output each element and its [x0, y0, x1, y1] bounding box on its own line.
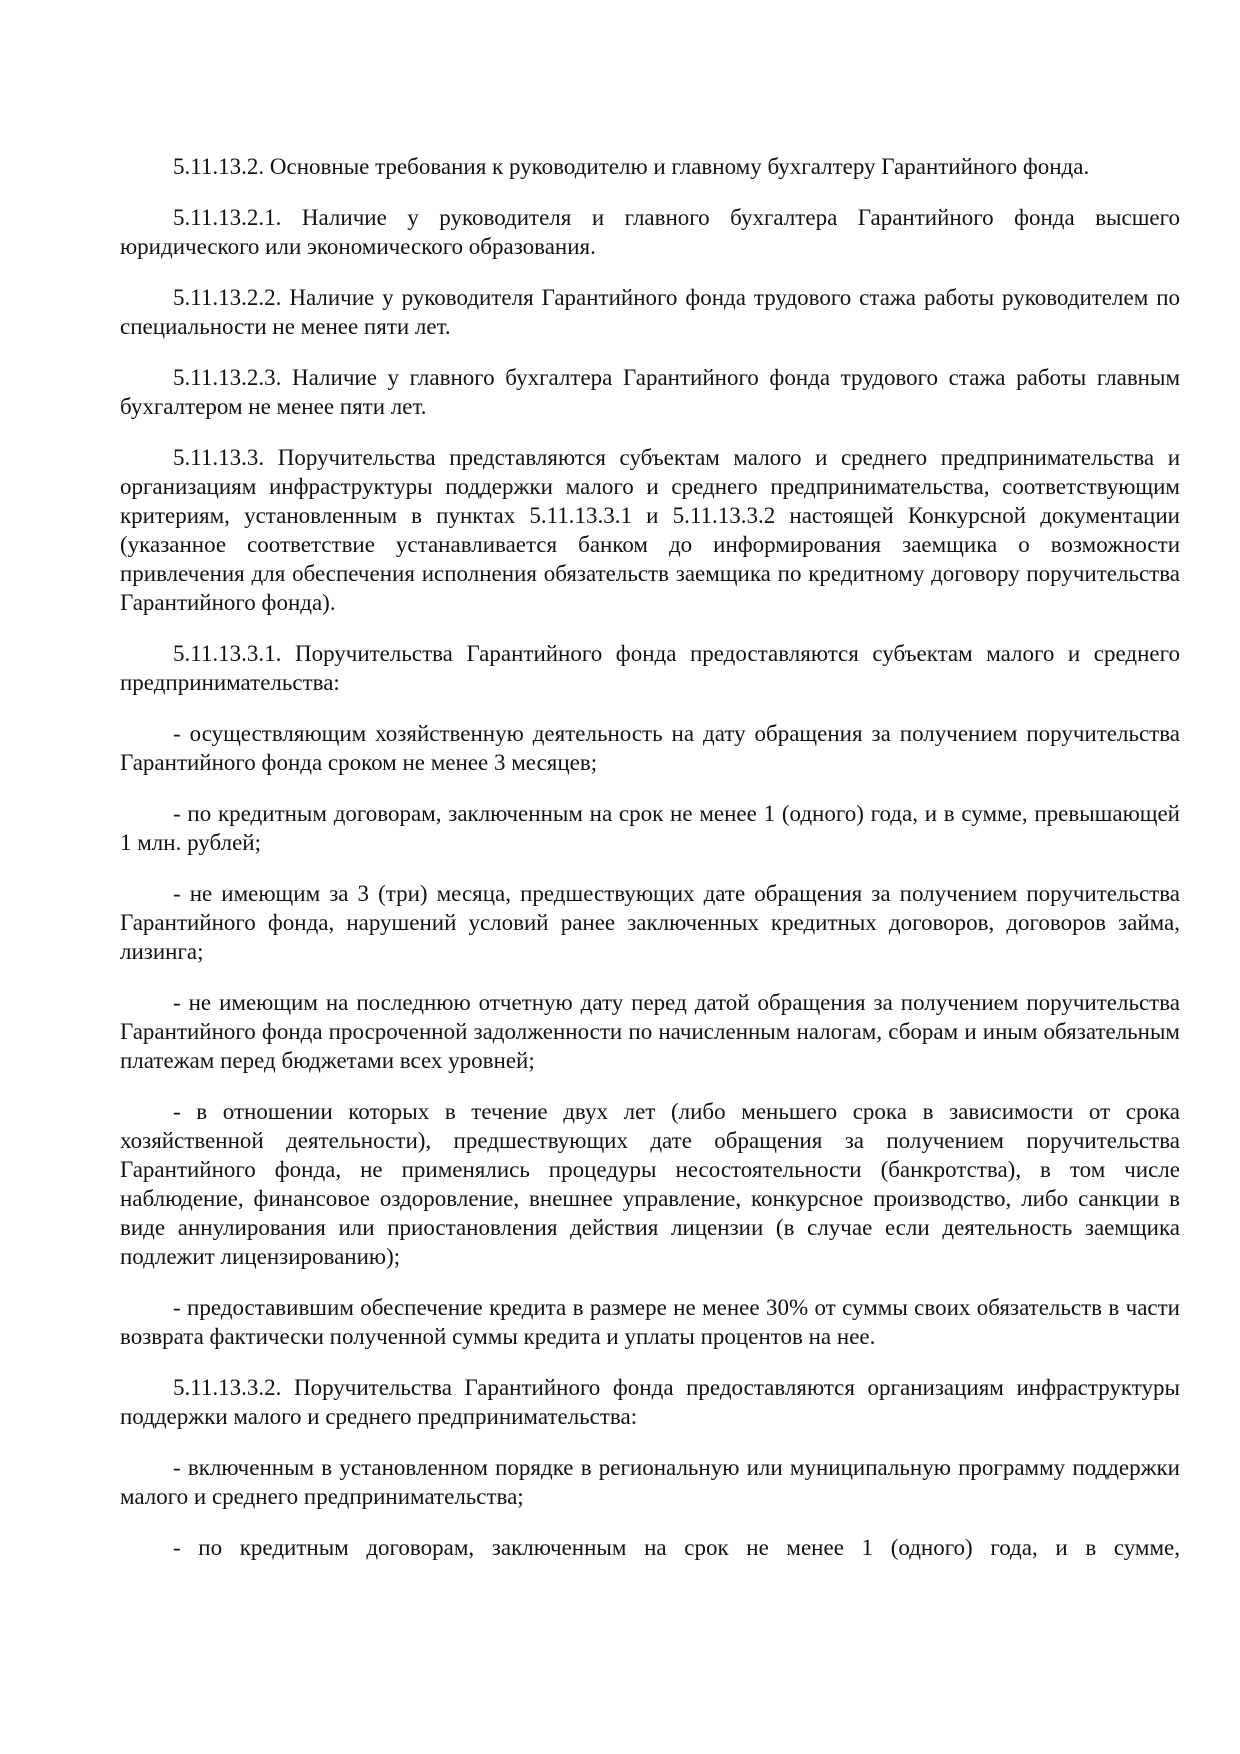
- paragraph-5-11-13-3-2: 5.11.13.3.2. Поручительства Гарантийного фонда предоставляются организациям инфраструктуры поддержки малого и среднего предпринимательства:: [120, 1375, 1180, 1429]
- paragraph-5-11-13-2: 5.11.13.2. Основные требования к руководителю и главному бухгалтеру Гарантийного фонда.: [173, 154, 1090, 179]
- paragraph-5-11-13-2-1: 5.11.13.2.1. Наличие у руководителя и главного бухгалтера Гарантийного фонда высшего юридического или экономического образования.: [120, 205, 1180, 259]
- list-item: - по кредитным договорам, заключенным на срок не менее 1 (одного) года, и в сумме, превышающей 1 млн. рублей;: [120, 801, 1180, 855]
- document-page: [120, 152, 1180, 1584]
- list-item: - в отношении которых в течение двух лет (либо меньшего срока в зависимости от срока хозяйственной деятельности), предшествующих дате обращения за получением поручительства Гарантийного фонда, не применялись процедуры несостоятельности (банкротства), в том числе наблюдение, финансовое оздоровление, внешнее управление, конкурсное производство, либо санкции в виде аннулирования или приостановления действия лицензии (в случае если деятельность заемщика подлежит лицензированию);: [120, 1099, 1180, 1269]
- paragraph-5-11-13-3: 5.11.13.3. Поручительства представляются субъектам малого и среднего предпринимательства и организациям инфраструктуры поддержки малого и среднего предпринимательства, соответствующим критериям, установленным в пунктах 5.11.13.3.1 и 5.11.13.3.2 настоящей Конкурсной документации (указанное соответствие устанавливается банком до информирования заемщика о возможности привлечения для обеспечения исполнения обязательств заемщика по кредитному договору поручительства Гарантийного фонда).: [120, 445, 1180, 615]
- list-item: - осуществляющим хозяйственную деятельность на дату обращения за получением поручительства Гарантийного фонда сроком не менее 3 месяцев;: [120, 721, 1180, 775]
- list-item: - включенным в установленном порядке в региональную или муниципальную программу поддержки малого и среднего предпринимательства;: [120, 1455, 1180, 1509]
- paragraph-5-11-13-2-2: 5.11.13.2.2. Наличие у руководителя Гарантийного фонда трудового стажа работы руководителем по специальности не менее пяти лет.: [120, 285, 1180, 339]
- list-item: - не имеющим на последнюю отчетную дату перед датой обращения за получением поручительства Гарантийного фонда просроченной задолженности по начисленным налогам, сборам и иным обязательным платежам перед бюджетами всех уровней;: [120, 990, 1180, 1073]
- list-item: - по кредитным договорам, заключенным на срок не менее 1 (одного) года, и в сумме,: [173, 1535, 1180, 1560]
- list-item: - не имеющим за 3 (три) месяца, предшествующих дате обращения за получением поручительства Гарантийного фонда, нарушений условий ранее заключенных кредитных договоров, договоров займа, лизинга;: [120, 881, 1180, 964]
- paragraph-5-11-13-2-3: 5.11.13.2.3. Наличие у главного бухгалтера Гарантийного фонда трудового стажа работы главным бухгалтером не менее пяти лет.: [120, 365, 1180, 419]
- paragraph-5-11-13-3-1: 5.11.13.3.1. Поручительства Гарантийного фонда предоставляются субъектам малого и среднего предпринимательства:: [120, 641, 1180, 695]
- list-item: - предоставившим обеспечение кредита в размере не менее 30% от суммы своих обязательств в части возврата фактически полученной суммы кредита и уплаты процентов на нее.: [120, 1295, 1180, 1349]
